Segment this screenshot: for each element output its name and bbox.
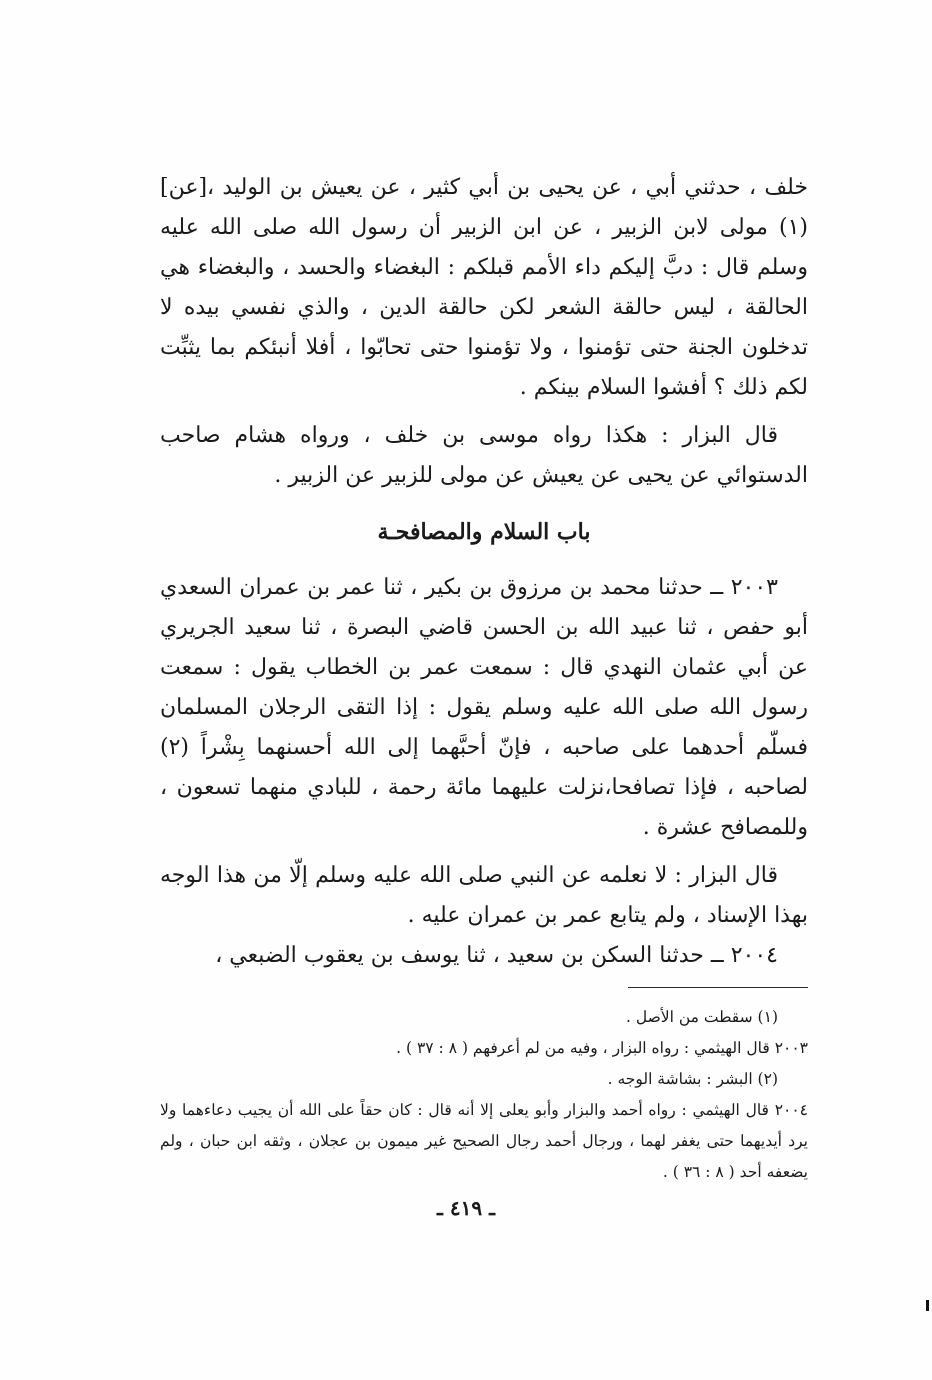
main-text	[160, 168, 808, 976]
paragraph-hadith-2003: ٢٠٠٣ ــ حدثنا محمد بن مرزوق بن بكير ، ثنا عمر بن عمران السعدي أبو حفص ، ثنا عبيد الله بن الحسن قاضي البصرة ، ثنا سعيد الجريري عن أبي عثمان النهدي قال : سمعت عمر بن الخطاب يقول : سمعت رسول الله صلى الله عليه وسلم يقول : إذا التقى الرجلان المسلمان فسلّم أحدهما على صاحبه ، فإنّ أحبَّهما إلى الله أحسنهما بِشْراً (٢) لصاحبه ، فإذا تصافحا،نزلت عليهما مائة رحمة ، للبادي منهما تسعون ، وللمصافح عشرة .	[160, 575, 808, 840]
paragraph-hadith-continuation: خلف ، حدثني أبي ، عن يحيى بن أبي كثير ، عن يعيش بن الوليد ،[عن](١) مولى لابن الزبير ، عن ابن الزبير أن رسول الله صلى الله عليه وسلم قال : دبَّ إليكم داء الأمم قبلكم : البغضاء والحسد ، والبغضاء هي الحالقة ، ليس حالقة الشعر لكن حالقة الدين ، والذي نفسي بيده لا تدخلون الجنة حتى تؤمنوا ، ولا تؤمنوا حتى تحابّوا ، أفلا أنبئكم بما يثبِّت لكم ذلك ؟ أفشوا السلام بينكم .	[160, 175, 808, 400]
paragraph-bazzar-comment: قال البزار : هكذا رواه موسى بن خلف ، ورواه هشام صاحب الدستوائي عن يحيى عن يعيش عن مولى للزبير عن الزبير .	[160, 423, 808, 488]
paragraph-hadith-2004: ٢٠٠٤ ــ حدثنا السكن بن سعيد ، ثنا يوسف بن يعقوب الضبعي ،	[215, 943, 778, 968]
footnote-2: (٢) البشر : بشاشة الوجه .	[607, 1070, 778, 1088]
scan-edge-mark	[926, 1300, 929, 1311]
footnotes	[160, 1002, 808, 1188]
paragraph-bazzar-comment-2003: قال البزار : لا نعلمه عن النبي صلى الله عليه وسلم إلّا من هذا الوجه بهذا الإسناد ، ولم يتابع عمر بن عمران عليه .	[160, 863, 808, 928]
footnote-2003: ٢٠٠٣ قال الهيثمي : رواه البزار ، وفيه من لم أعرفهم ( ٨ : ٣٧ ) .	[396, 1039, 808, 1057]
section-heading: باب السلام والمصافحـة	[377, 519, 591, 545]
page-number: ـ ٤١٩ ـ	[437, 1196, 495, 1220]
footnote-2004: ٢٠٠٤ قال الهيثمي : رواه أحمد والبزار وأبو يعلى إلا أنه قال : كان حقاً على الله أن يجيب دعاءهما ولا يرد أيديهما حتى يغفر لهما ، ورجال أحمد رجال الصحيح غير ميمون بن عجلان ، وثقه ابن حبان ، ولم يضعفه أحد ( ٨ : ٣٦ ) .	[160, 1101, 808, 1181]
footnote-1: (١) سقطت من الأصل .	[626, 1008, 778, 1026]
footnote-divider	[628, 987, 808, 988]
